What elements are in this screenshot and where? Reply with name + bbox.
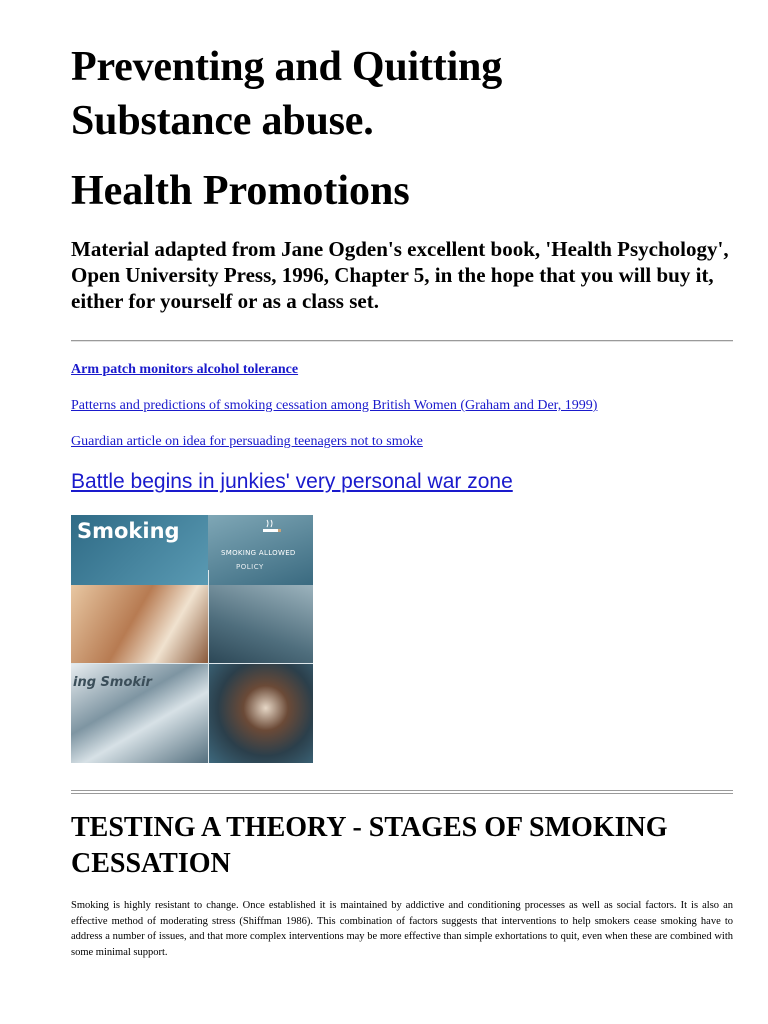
collage-divider [71,663,313,664]
link-arm-patch[interactable]: Arm patch monitors alcohol tolerance [71,362,299,377]
collage-label: Smoking [77,519,180,543]
intro-paragraph: Material adapted from Jane Ogden's excellent book, 'Health Psychology', Open University Press, 1996, Chapter 5, in the hope that you will buy it, either for yourself or as a class set. [71,237,729,313]
section-heading: TESTING A THEORY - STAGES OF SMOKING CESSATION [71,812,668,879]
body-paragraph: Smoking is highly resistant to change. Once established it is maintained by addictive and conditioning processes as well as social factors. It is also an effective method of moderating stress (Shiffman 1986). This combination of factors suggests that interventions to help smokers cease smoking have to address a number of issues, and that more complex interventions may be more effective than simple exhortations to quit, even when these are combined with some minimal support. [71,900,733,958]
collage-panel [71,585,208,663]
page-title: Preventing and Quitting Substance abuse. [71,44,503,144]
collage-smoke-text: ing Smokir [73,675,152,690]
smoking-collage-image [71,515,313,763]
collage-panel [208,585,313,663]
collage-policy-text: POLICY [236,563,264,571]
cigarette-icon [261,519,285,537]
link-battle-begins[interactable]: Battle begins in junkies' very personal war zone [71,470,513,493]
divider [71,340,733,342]
link-smoking-cessation-women[interactable]: Patterns and predictions of smoking cessation among British Women (Graham and Der, 1999) [71,398,598,413]
collage-sign-text: SMOKING ALLOWED [221,549,296,557]
link-guardian-article[interactable]: Guardian article on idea for persuading teenagers not to smoke [71,434,423,449]
collage-divider [208,570,209,763]
page-subtitle: Health Promotions [71,168,410,214]
divider [71,790,733,794]
collage-panel [208,663,313,763]
